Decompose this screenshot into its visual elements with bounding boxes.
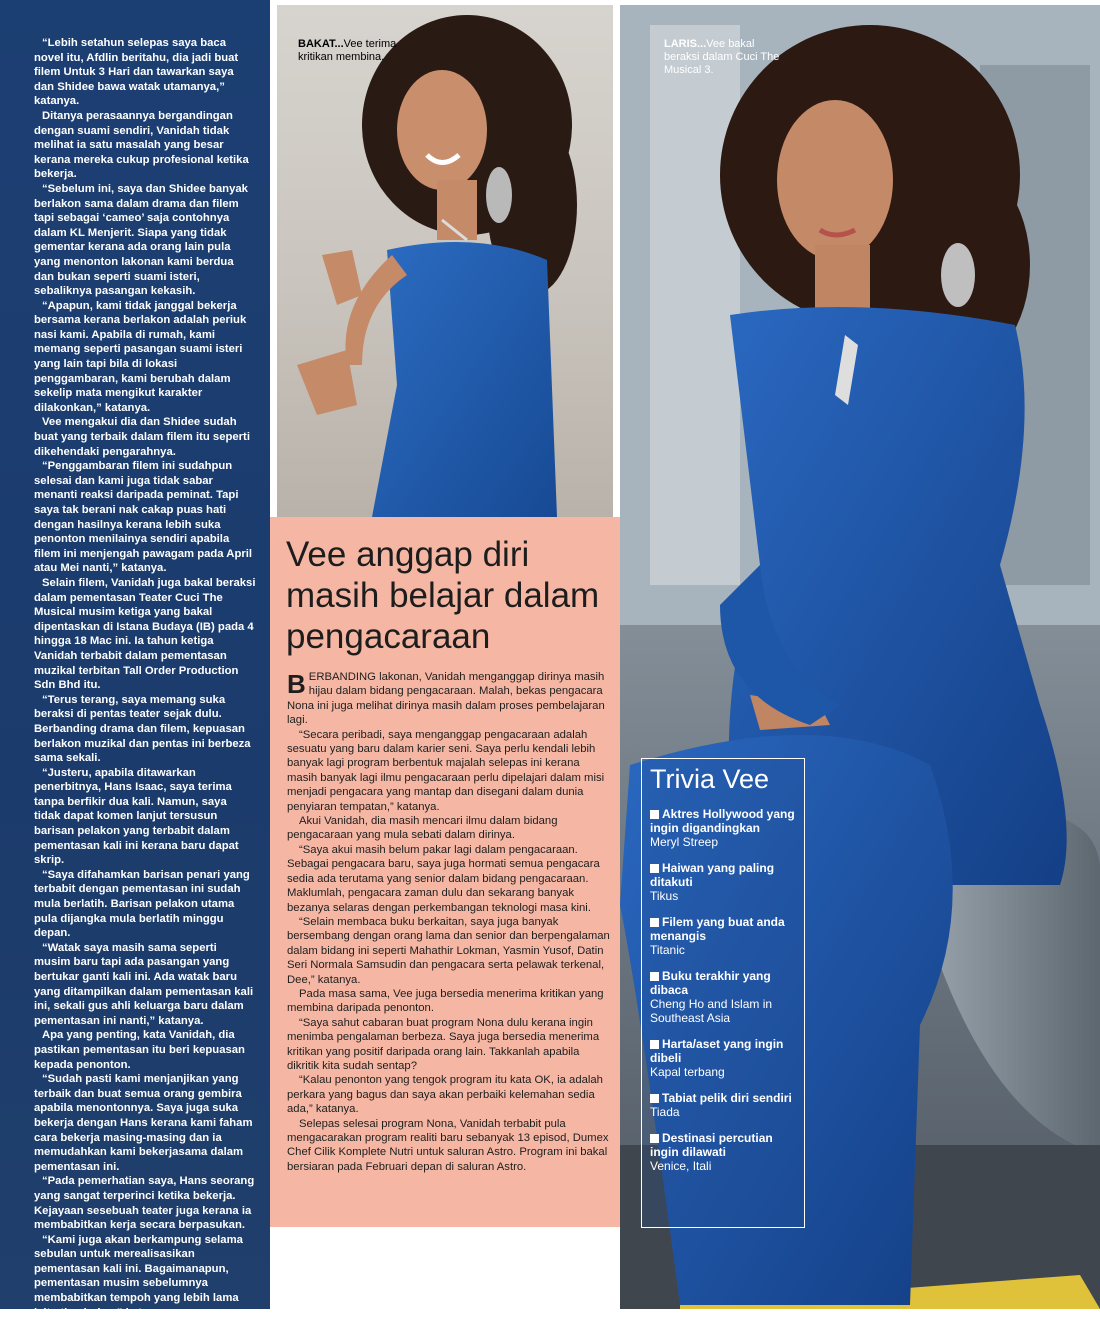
article-body: [287, 670, 610, 1174]
trivia-question: Aktres Hollywood yang ingin digandingkan: [650, 807, 795, 835]
article-paragraph: Akui Vanidah, dia masih mencari ilmu dalam bidang pengacaraan yang mula sebati dalam dirinya.: [287, 815, 558, 842]
left-paragraph: “Pada pemerhatian saya, Hans seorang yang sangat terperinci ketika bekerja. Kejayaan sesebuah teater juga kerana ia membabitkan kerja secara berpasukan.: [34, 1175, 255, 1232]
caption-lead: LARIS...: [664, 38, 707, 50]
caption-right: [664, 38, 784, 77]
left-paragraph: “Justeru, apabila ditawarkan penerbitnya, Hans Isaac, saya terima tanpa berfikir dua kali. Namun, saya tidak dapat komen lanjut tersusun barisan pelakon yang terbabit dalam pementasan kali ini kerana baru dapat skrip.: [34, 766, 239, 867]
trivia-answer: Venice, Itali: [650, 1159, 712, 1173]
trivia-question: Tabiat pelik diri sendiri: [650, 1091, 796, 1105]
drop-cap: B: [287, 669, 306, 699]
article-paragraph: “Selain membaca buku berkaitan, saya juga banyak bersembang dengan orang lama dan senior dan berpengalaman dalam bidang ini seperti Mahathir Lokman, Yasmin Yusof, Datin Seri Normala Samsudin dan pengacara serta pelawak terkenal, Dee,” katanya.: [287, 915, 610, 986]
trivia-item: [650, 969, 796, 1025]
trivia-answer: Tikus: [650, 889, 679, 903]
trivia-title: Trivia Vee: [650, 764, 770, 794]
left-paragraph: Apa yang penting, kata Vanidah, dia pastikan pementasan itu beri kepuasan kepada penonton.: [34, 1029, 245, 1071]
left-paragraph: “Terus terang, saya memang suka beraksi di pentas teater sejak dulu. Berbanding drama dan filem, kepuasan berlakon muzikal dan pentas ini berbeza sama sekali.: [34, 693, 251, 765]
caption-lead: BAKAT...: [298, 38, 344, 50]
article-paragraph: “Saya akui masih belum pakar lagi dalam pengacaraan. Sebagai pengacara baru, saya juga hormati semua pengacara sedia ada terutama yang senior dalam bidang pengacaraan. Maklumlah, pengacara zaman dulu dan sekarang banyak bezanya selaras dengan perkembangan teknologi masa kini.: [287, 843, 600, 914]
article-paragraph: “Kalau penonton yang tengok program itu kata OK, ia adalah perkara yang bagus dan saya akan perbaiki kelemahan sedia ada,” katanya.: [287, 1074, 603, 1116]
article-lead-text: ERBANDING lakonan, Vanidah menganggap dirinya masih hijau dalam bidang pengacaraan. Malah, bekas pengacara Nona ini juga melihat dirinya masih dalam proses pembelajaran lagi.: [287, 671, 605, 727]
trivia-item: [650, 915, 796, 957]
left-paragraph: “Lebih setahun selepas saya baca novel itu, Afdlin beritahu, dia jadi buat filem Untuk 3 Hari dan tawarkan saya dan Shidee bawa watak utamanya,” katanya.: [34, 37, 239, 108]
article-paragraph: “Secara peribadi, saya menganggap pengacaraan adalah sesuatu yang baru dalam karier seni. Saya perlu kendali lebih banyak lagi program berbentuk majalah selepas ini kerana masih banyak lagi ilmu pengacaraan perlu dipelajari dalam misi menjadi pengacara yang mantap dan disegani dalam dunia penyiaran tempatan,” katanya.: [287, 728, 605, 813]
left-paragraph: “Penggambaran filem ini sudahpun selesai dan kami juga tidak sabar menanti reaksi daripada peminat. Tapi saya tak berani nak cakap puas hati dengan hasilnya kerana lebih suka penonton menilainya sendiri apabila filem ini menjengah pawagam pada April atau Mei nanti,” katanya.: [34, 460, 253, 575]
trivia-question: Haiwan yang paling ditakuti: [650, 861, 796, 889]
left-paragraph: “Kami juga akan berkampung selama sebulan untuk merealisasikan pementasan kali ini. Bagaimanapun, pementasan musim sebelumnya membabitkan tempoh yang lebih lama iaitu tiga bulan,” katanya.: [34, 1233, 243, 1319]
article-paragraph: [287, 670, 610, 728]
left-paragraph: “Sudah pasti kami menjanjikan yang terbaik dan buat semua orang gembira apabila menontonnya. Saya juga suka bekerja dengan Hans kerana kami faham cara bekerja masing-masing dan ia memudahkan kami bekerjasama dalam pementasan ini.: [34, 1073, 253, 1173]
trivia-question: Filem yang buat anda menangis: [650, 915, 796, 943]
left-paragraph: Vee mengakui dia dan Shidee sudah buat yang terbaik dalam filem itu seperti dikehendaki pengarahnya.: [34, 416, 250, 458]
left-paragraph: “Sebelum ini, saya dan Shidee banyak berlakon sama dalam drama dan filem tapi sebagai ‘cameo’ saja contohnya dalam KL Menjerit. Siapa yang tidak gementar kerana ada orang lain pula yang menonton lakonan kami berdua dan bukan seperti suami isteri, sebaliknya pasangan kekasih.: [34, 182, 248, 298]
trivia-question: Destinasi percutian ingin dilawati: [650, 1131, 796, 1159]
trivia-question: Buku terakhir yang dibaca: [650, 969, 796, 997]
trivia-answer: Meryl Streep: [650, 835, 719, 849]
trivia-answer: Tiada: [650, 1105, 680, 1119]
caption-text: Vee terima kritikan membina.: [298, 38, 397, 63]
photo-illustration: [277, 5, 613, 517]
trivia-question: Harta/aset yang ingin dibeli: [650, 1037, 796, 1065]
trivia-item: [650, 807, 796, 849]
trivia-item: [650, 1091, 796, 1119]
article-paragraph: Pada masa sama, Vee juga bersedia menerima kritikan yang membina daripada penonton.: [287, 987, 604, 1015]
photo-vee-posing: [277, 5, 613, 517]
trivia-answer: Cheng Ho and Islam in Southeast Asia: [650, 997, 773, 1025]
left-paragraph: “Apapun, kami tidak janggal bekerja bersama kerana berlakon adalah periuk nasi kami. Apabila di rumah, kami memang seperti pasangan suami isteri yang lain tapi bila di lokasi penggambaran, kami berubah dalam sekelip mata mengikut karakter dilakonkan,” katanya.: [34, 299, 247, 414]
article-paragraph: “Saya sahut cabaran buat program Nona dulu kerana ingin menimba pengalaman berbeza. Saya juga bersedia menerima kritikan yang positif daripada orang lain. Takkanlah apabila dikritik kita sudah sentap?: [287, 1016, 600, 1072]
left-paragraph: “Watak saya masih sama seperti musim baru tapi ada pasangan yang bertukar ganti kali ini. Ada watak baru yang ditampilkan dalam pementasan kali ini, sekali gus ahli keluarga baru dalam pementasan ini nanti,” katanya.: [34, 941, 254, 1027]
trivia-item: [650, 1131, 796, 1173]
trivia-box: [641, 758, 805, 1228]
caption-text: Vee bakal beraksi dalam Cuci The Musical 3.: [664, 38, 780, 76]
left-paragraph: Ditanya perasaannya bergandingan dengan suami sendiri, Vanidah tidak melihat ia satu masalah yang besar kerana mereka cukup profesional ketika bekerja.: [34, 109, 249, 181]
trivia-answer: Kapal terbang: [650, 1065, 725, 1079]
left-paragraph: Selain filem, Vanidah juga bakal beraksi dalam pementasan Teater Cuci The Musical musim ketiga yang bakal dipentaskan di Istana Budaya (IB) pada 4 hingga 18 Mac ini. Ia tahun ketiga Vanidah terbabit dalam pementasan muzikal terbitan Tall Order Production Sdn Bhd itu.: [34, 576, 256, 692]
article-headline: Vee anggap diri masih belajar dalam pengacaraan: [286, 535, 600, 656]
left-column-text: [34, 36, 256, 1320]
left-paragraph: “Saya difahamkan barisan penari yang terbabit dengan pementasan ini sudah mula berlatih. Barisan pelakon utama pula dijangka mula berlatih minggu depan.: [34, 868, 250, 940]
trivia-answer: Titanic: [650, 943, 685, 957]
article-paragraph: Selepas selesai program Nona, Vanidah terbabit pula mengacarakan program realiti baru sebanyak 13 episod, Dumex Chef Cilik Komplete Nutri untuk saluran Astro. Program ini bakal bersiaran pada Februari depan di saluran Astro.: [287, 1117, 609, 1173]
trivia-item: [650, 1037, 796, 1079]
trivia-item: [650, 861, 796, 903]
caption-mid: [298, 38, 398, 64]
